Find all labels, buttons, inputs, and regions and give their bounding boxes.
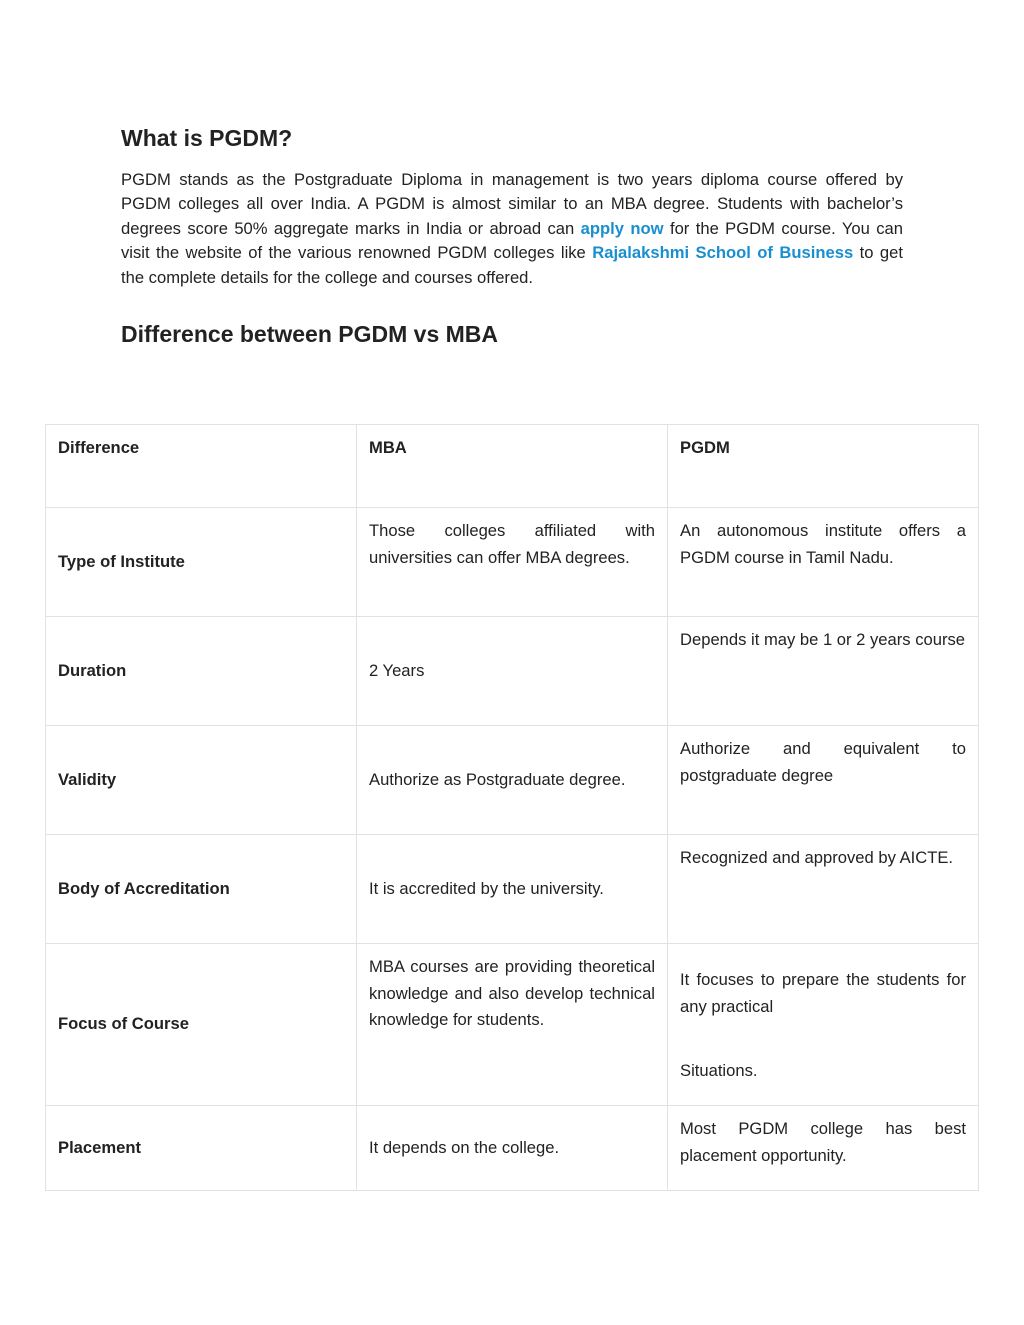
apply-now-link[interactable]: apply now: [580, 218, 664, 238]
article: [121, 118, 904, 347]
rajalakshmi-school-link[interactable]: Rajalakshmi School of Business: [592, 243, 854, 263]
comparison-table: [45, 424, 979, 1191]
row-label-validity: Validity: [46, 726, 357, 835]
pgdm-cell: Depends it may be 1 or 2 years course: [668, 617, 979, 726]
pgdm-cell: Most PGDM college has best placement opportunity.: [668, 1106, 979, 1191]
pgdm-cell: [668, 944, 979, 1106]
pgdm-focus-text: It focuses to prepare the students for any practical: [680, 970, 966, 1016]
row-label-body-of-accreditation: Body of Accreditation: [46, 835, 357, 944]
intro-text-1: PGDM stands as the Postgraduate Diploma in management is two years diploma course offered by PGDM colleges all over India. A PGDM is almost similar to an MBA degree. Students with bachelor’s degrees score 50% aggregate marks in India or abroad can: [121, 170, 903, 238]
mba-cell: It depends on the college.: [357, 1106, 668, 1191]
intro-paragraph: [121, 168, 903, 290]
row-label-type-of-institute: Type of Institute: [46, 508, 357, 617]
intro-text-3: to get the complete details for the college and courses offered.: [121, 243, 903, 287]
mba-cell: It is accredited by the university.: [357, 835, 668, 944]
table-header-row: [46, 425, 979, 508]
table-row: [46, 508, 979, 617]
heading-difference: Difference between PGDM vs MBA: [121, 321, 499, 347]
row-label-duration: Duration: [46, 617, 357, 726]
table-row: [46, 944, 979, 1106]
table-row: [46, 726, 979, 835]
table-row: [46, 1106, 979, 1191]
row-label-placement: Placement: [46, 1106, 357, 1191]
pgdm-focus-extra: Situations.: [680, 1061, 758, 1080]
row-label-focus-of-course: Focus of Course: [46, 944, 357, 1106]
intro-text-2: for the PGDM course. You can visit the website of the various renowned PGDM colleges like: [121, 218, 904, 263]
header-mba: MBA: [357, 425, 668, 508]
pgdm-cell: An autonomous institute offers a PGDM course in Tamil Nadu.: [668, 508, 979, 617]
heading-what-is-pgdm: What is PGDM?: [121, 125, 293, 151]
mba-cell: Authorize as Postgraduate degree.: [357, 726, 668, 835]
mba-cell: 2 Years: [357, 617, 668, 726]
header-difference: Difference: [46, 425, 357, 508]
table-row: [46, 617, 979, 726]
header-pgdm: PGDM: [668, 425, 979, 508]
mba-cell: MBA courses are providing theoretical knowledge and also develop technical knowledge for students.: [357, 944, 668, 1106]
table-row: [46, 835, 979, 944]
pgdm-cell: Recognized and approved by AICTE.: [668, 835, 979, 944]
pgdm-cell: Authorize and equivalent to postgraduate degree: [668, 726, 979, 835]
mba-cell: Those colleges affiliated with universities can offer MBA degrees.: [357, 508, 668, 617]
